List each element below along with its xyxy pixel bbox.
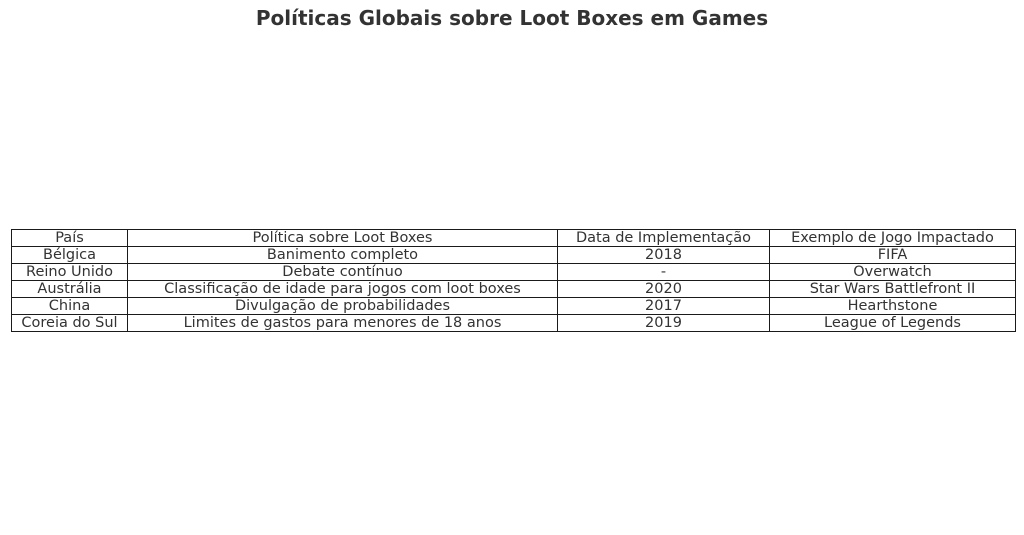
table-cell-policy: Divulgação de probabilidades (128, 298, 558, 315)
table-cell-policy: Banimento completo (128, 247, 558, 264)
table-row (12, 247, 1016, 264)
table-cell-game: Hearthstone (770, 298, 1016, 315)
table-cell-game: Star Wars Battlefront II (770, 281, 1016, 298)
table-cell-game: League of Legends (770, 315, 1016, 332)
table-cell-country: Bélgica (12, 247, 128, 264)
table-cell-date: - (558, 264, 770, 281)
table-row (12, 281, 1016, 298)
table-cell-date: 2017 (558, 298, 770, 315)
column-header-game: Exemplo de Jogo Impactado (770, 230, 1016, 247)
column-header-date: Data de Implementação (558, 230, 770, 247)
table-cell-date: 2020 (558, 281, 770, 298)
table-row (12, 315, 1016, 332)
table-cell-country: Coreia do Sul (12, 315, 128, 332)
table-cell-date: 2018 (558, 247, 770, 264)
chart-title: Políticas Globais sobre Loot Boxes em Games (255, 6, 769, 30)
table-cell-policy: Debate contínuo (128, 264, 558, 281)
table-cell-date: 2019 (558, 315, 770, 332)
column-header-country: País (12, 230, 128, 247)
table-cell-policy: Classificação de idade para jogos com loot boxes (128, 281, 558, 298)
table-cell-country: Austrália (12, 281, 128, 298)
table-cell-policy: Limites de gastos para menores de 18 anos (128, 315, 558, 332)
table-header-row (12, 230, 1016, 247)
table-cell-country: China (12, 298, 128, 315)
table-row (12, 298, 1016, 315)
table-row (12, 264, 1016, 281)
table-cell-country: Reino Unido (12, 264, 128, 281)
column-header-policy: Política sobre Loot Boxes (128, 230, 558, 247)
policy-table (11, 229, 1016, 332)
table-cell-game: FIFA (770, 247, 1016, 264)
table-cell-game: Overwatch (770, 264, 1016, 281)
